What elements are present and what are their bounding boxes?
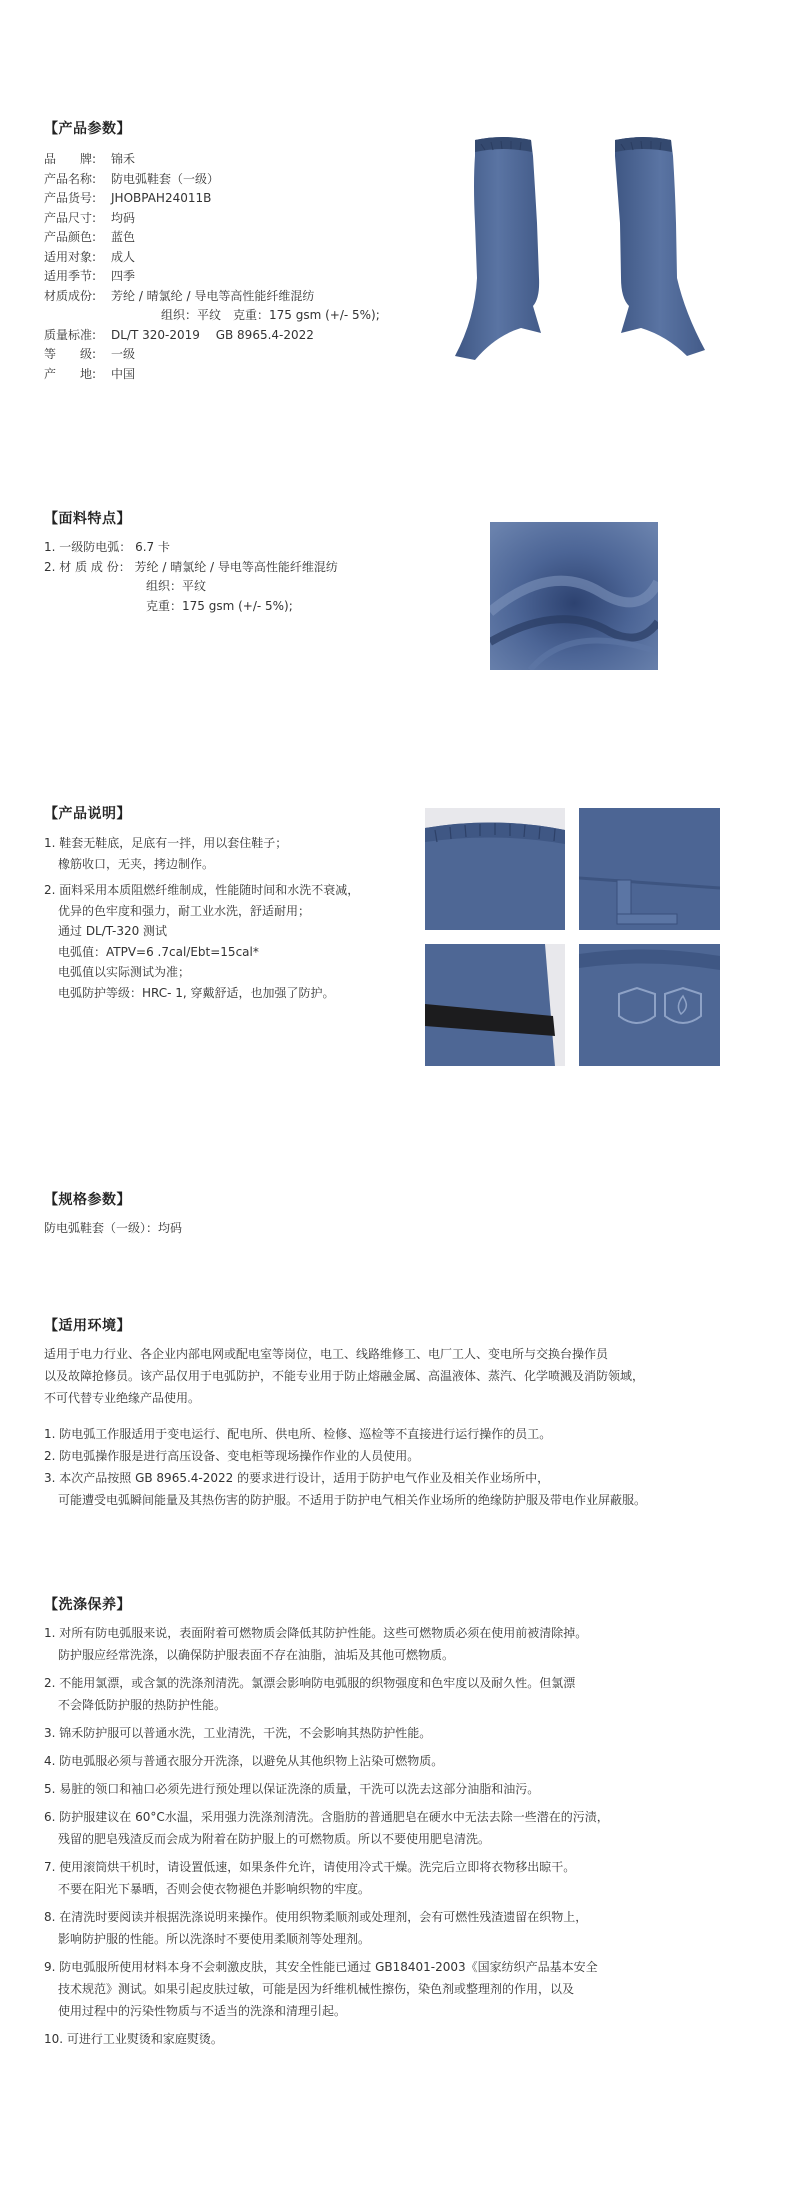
params-value: 中国 xyxy=(111,366,136,381)
care-item xyxy=(44,1750,609,1772)
desc-line-8: 电弧防护等级：HRC- 1, 穿戴舒适，也加强了防护。 xyxy=(58,985,335,1000)
env-item-3: 3. 本次产品按照 GB 8965.4-2022 的要求进行设计，适用于防护电气作业及相关作业场所中， xyxy=(44,1471,550,1485)
params-label: 产品颜色: xyxy=(44,230,97,244)
params-value: JHOBPAH24011B xyxy=(111,191,212,205)
care-item-line: 影响防护服的性能。所以洗涤时不要使用柔顺剂等处理剂。 xyxy=(58,1932,371,1946)
desc-line-6: 电弧值：ATPV=6 .7cal/Ebt=15cal* xyxy=(58,944,259,959)
care-item-line: 防护服应经常洗涤，以确保防护服表面不存在油脂，油垢及其他可燃物质。 xyxy=(58,1648,455,1662)
params-row xyxy=(44,170,380,190)
params-row xyxy=(44,209,380,229)
desc-title: 【产品说明】 xyxy=(44,806,131,822)
care-item xyxy=(44,1722,609,1744)
desc-line-4: 优异的色牢度和强力，耐工业水洗，舒适耐用； xyxy=(58,903,311,918)
env-items xyxy=(44,1423,646,1511)
params-row xyxy=(44,189,380,209)
product-image xyxy=(445,128,745,378)
env-item-1: 1. 防电弧工作服适用于变电运行、配电所、供电所、检修、巡检等不直接进行运行操作的员工。 xyxy=(44,1427,552,1441)
desc-line-7: 电弧值以实际测试为准； xyxy=(58,965,191,979)
env-item-2: 2. 防电弧操作服是进行高压设备、变电柜等现场操作作业的人员使用。 xyxy=(44,1449,420,1463)
params-row xyxy=(44,228,380,248)
care-item-line: 1. 对所有防电弧服来说，表面附着可燃物质会降低其防护性能。这些可燃物质必须在使用前被清除掉。 xyxy=(44,1626,588,1640)
params-value: 四季 xyxy=(111,269,136,283)
care-item xyxy=(44,2028,609,2050)
care-item xyxy=(44,1672,609,1716)
care-item xyxy=(44,1806,609,1850)
care-item-line: 使用过程中的污染性物质与不适当的洗涤和清理引起。 xyxy=(58,2004,347,2018)
care-item xyxy=(44,1956,609,2022)
care-item-line: 8. 在清洗时要阅读并根据洗涤说明来操作。使用织物柔顺剂或处理剂，会有可燃性残渣遗留在织物上， xyxy=(44,1910,588,1924)
params-label: 产品货号: xyxy=(44,191,97,205)
params-label xyxy=(44,306,111,326)
params-value: 均码 xyxy=(111,210,136,225)
params-value: 成人 xyxy=(111,249,136,264)
params-label: 适用季节: xyxy=(44,269,97,283)
detail-image-logo xyxy=(579,944,720,1066)
params-row xyxy=(44,345,380,365)
spec-title: 【规格参数】 xyxy=(44,1192,131,1208)
care-item-line: 6. 防护服建议在 60°C水温，采用强力洗涤剂清洗。含脂肪的普通肥皂在硬水中无法去除一些潜在的污渍， xyxy=(44,1810,609,1824)
care-item xyxy=(44,1778,609,1800)
care-item-line: 4. 防电弧服必须与普通衣服分开洗涤，以避免从其他织物上沾染可燃物质。 xyxy=(44,1754,444,1768)
params-table xyxy=(44,150,380,384)
care-item xyxy=(44,1622,609,1666)
care-item-line: 10. 可进行工业熨烫和家庭熨烫。 xyxy=(44,2032,223,2046)
detail-image-strap xyxy=(579,808,720,930)
params-value: 组织：平纹 克重：175 gsm (+/- 5%); xyxy=(161,308,380,322)
care-title: 【洗涤保养】 xyxy=(44,1597,131,1613)
shoe-cover-right xyxy=(615,137,705,356)
desc-list xyxy=(44,833,359,1003)
care-item-line: 7. 使用滚筒烘干机时，请设置低速，如果条件允许，请使用冷式干燥。洗完后立即将衣物移出晾干。 xyxy=(44,1860,576,1874)
care-item-line: 不要在阳光下暴晒，否则会使衣物褪色并影响织物的牢度。 xyxy=(58,1882,371,1896)
params-label: 产 地: xyxy=(44,366,97,381)
care-item-line: 3. 锦禾防护服可以普通水洗，工业清洗，干洗，不会影响其热防护性能。 xyxy=(44,1726,432,1740)
fabric-line-2: 2. 材 质 成 份： 芳纶 / 晴氯纶 / 导电等高性能纤维混纺 xyxy=(44,559,338,574)
env-title: 【适用环境】 xyxy=(44,1318,131,1334)
params-label: 产品名称: xyxy=(44,171,97,186)
care-item xyxy=(44,1906,609,1950)
care-item-line: 2. 不能用氯漂，或含氯的洗涤剂清洗。氯漂会影响防电弧服的织物强度和色牢度以及耐久性。但氯漂 xyxy=(44,1676,576,1690)
fabric-line-1: 1. 一级防电弧： 6.7 卡 xyxy=(44,540,170,554)
env-intro-line-3: 不可代替专业绝缘产品使用。 xyxy=(44,1391,201,1405)
env-intro-line-1: 适用于电力行业、各企业内部电网或配电室等岗位，电工、线路维修工、电厂工人、变电所与交换台操作员 xyxy=(44,1347,609,1361)
params-label: 等 级: xyxy=(44,347,97,361)
params-value: 蓝色 xyxy=(111,230,136,244)
params-row xyxy=(44,267,380,287)
fabric-title: 【面料特点】 xyxy=(44,511,131,527)
care-item-line: 5. 易脏的领口和袖口必须先进行预处理以保证洗涤的质量，干洗可以洗去这部分油脂和油污。 xyxy=(44,1782,540,1796)
desc-line-2: 橡筋收口，无夹，拷边制作。 xyxy=(58,856,215,871)
fabric-line-4: 克重：175 gsm (+/- 5%); xyxy=(146,598,293,613)
env-item-3-cont: 可能遭受电弧瞬间能量及其热伤害的防护服。不适用于防护电气相关作业场所的绝缘防护服及带电作业屏蔽服。 xyxy=(58,1493,647,1507)
params-row xyxy=(44,326,380,346)
params-value: 防电弧鞋套（一级） xyxy=(111,171,220,186)
care-item-line: 技术规范》测试。如果引起皮肤过敏，可能是因为纤维机械性擦伤，染色剂或整理剂的作用，以及 xyxy=(58,1982,575,1996)
detail-image-elastic xyxy=(425,808,565,930)
params-label: 品 牌: xyxy=(44,152,97,166)
care-item-line: 9. 防电弧服所使用材料本身不会刺激皮肤，其安全性能已通过 GB18401-2003《国家纺织产品基本安全 xyxy=(44,1960,598,1974)
detail-image-band xyxy=(425,944,565,1066)
params-label: 产品尺寸: xyxy=(44,210,97,225)
spec-line: 防电弧鞋套（一级）：均码 xyxy=(44,1221,183,1235)
params-label: 适用对象: xyxy=(44,249,97,264)
desc-line-3: 2. 面料采用本质阻燃纤维制成，性能随时间和水洗不衰减， xyxy=(44,883,360,897)
params-title: 【产品参数】 xyxy=(44,121,131,137)
desc-line-5: 通过 DL/T-320 测试 xyxy=(58,924,168,938)
care-item xyxy=(44,1856,609,1900)
env-intro-line-2: 以及故障抢修员。该产品仅用于电弧防护，不能专业用于防止熔融金属、高温液体、蒸汽、化学喷溅及消防领域， xyxy=(44,1369,645,1383)
params-row xyxy=(44,248,380,268)
care-list xyxy=(44,1622,609,2056)
params-value: 锦禾 xyxy=(111,152,136,166)
env-intro xyxy=(44,1343,644,1409)
fabric-closeup-image xyxy=(490,522,658,670)
params-label: 材质成份: xyxy=(44,288,97,303)
shoe-cover-left xyxy=(455,137,541,360)
params-row xyxy=(44,365,380,385)
fabric-line-3: 组织：平纹 xyxy=(146,579,207,593)
fabric-list xyxy=(44,538,338,616)
params-value: DL/T 320-2019 GB 8965.4-2022 xyxy=(111,327,314,342)
params-value: 芳纶 / 晴氯纶 / 导电等高性能纤维混纺 xyxy=(111,288,315,303)
params-label: 质量标准: xyxy=(44,327,97,342)
params-row xyxy=(44,150,380,170)
params-row xyxy=(44,287,380,307)
params-value: 一级 xyxy=(111,347,136,361)
care-item-line: 不会降低防护服的热防护性能。 xyxy=(58,1698,227,1712)
care-item-line: 残留的肥皂残渣反而会成为附着在防护服上的可燃物质。所以不要使用肥皂清洗。 xyxy=(58,1832,491,1846)
params-row xyxy=(44,306,380,326)
desc-line-1: 1. 鞋套无鞋底，足底有一拌，用以套住鞋子； xyxy=(44,836,288,850)
